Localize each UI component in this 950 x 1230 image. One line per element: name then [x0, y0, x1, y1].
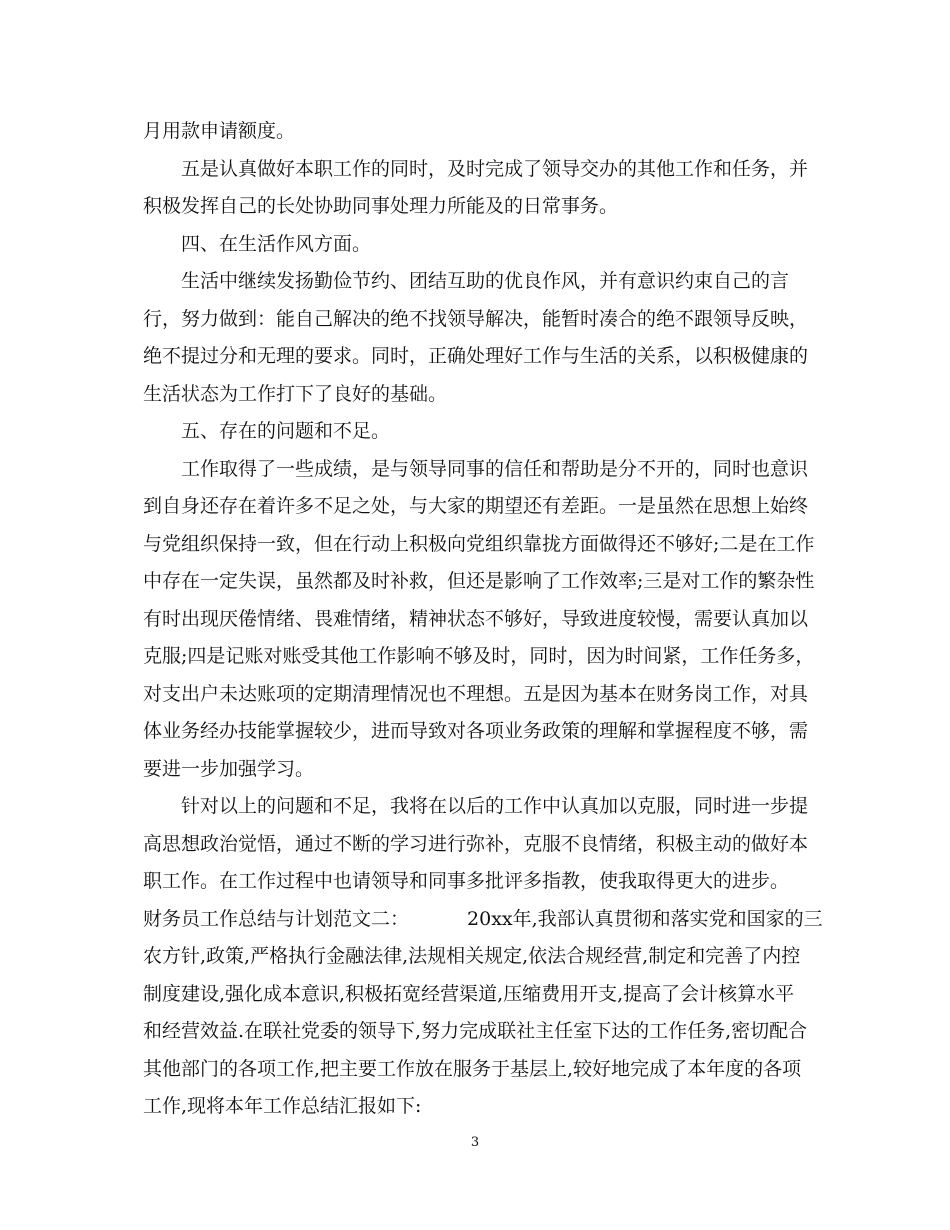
paragraph-line: 制度建设,强化成本意识,积极拓宽经营渠道,压缩费用开支,提高了会计核算水平	[143, 982, 795, 1005]
paragraph-line: 与党组织保持一致，但在行动上积极向党组织靠拢方面做得还不够好;二是在工作	[143, 532, 815, 555]
paragraph-line: 工作取得了一些成绩，是与领导同事的信任和帮助是分不开的，同时也意识	[181, 457, 809, 480]
page-number: 3	[470, 1135, 480, 1150]
paragraph-line: 有时出现厌倦情绪、畏难情绪，精神状态不够好，导致进度较慢，需要认真加以	[143, 607, 809, 630]
paragraph-line: 绝不提过分和无理的要求。同时，正确处理好工作与生活的关系，以积极健康的	[143, 345, 809, 367]
paragraph-line: 行，努力做到：能自己解决的绝不找领导解决，能暂时凑合的绝不跟领导反映，	[143, 307, 809, 330]
paragraph-line: 职工作。在工作过程中也请领导和同事多批评多指教，使我取得更大的进步。	[143, 870, 790, 892]
paragraph-line: 生活状态为工作打下了良好的基础。	[143, 382, 448, 405]
paragraph-line	[143, 901, 823, 939]
paragraph-line: 中存在一定失误，虽然都及时补救，但还是影响了工作效率;三是对工作的繁杂性	[143, 570, 815, 592]
section-heading: 四、在生活作风方面。	[181, 232, 372, 255]
paragraph-line: 工作,现将本年工作总结汇报如下:	[143, 1095, 422, 1117]
paragraph-line: 克服;四是记账对账受其他工作影响不够及时，同时，因为时间紧，工作任务多，	[143, 645, 815, 667]
section-heading: 五、存在的问题和不足。	[181, 420, 391, 442]
paragraph-start: 20xx年,我部认真贯彻和落实党和国家的三	[467, 907, 823, 930]
paragraph-line: 五是认真做好本职工作的同时，及时完成了领导交办的其他工作和任务，并	[181, 157, 809, 180]
paragraph-line: 高思想政治觉悟，通过不断的学习进行弥补，克服不良情绪，积极主动的做好本	[143, 832, 809, 855]
article-title: 财务员工作总结与计划范文二：	[143, 907, 410, 930]
paragraph-line: 针对以上的问题和不足，我将在以后的工作中认真加以克服，同时进一步提	[181, 795, 809, 817]
paragraph-line: 其他部门的各项工作,把主要工作放在服务于基层上,较好地完成了本年度的各项	[143, 1057, 802, 1080]
paragraph-line: 要进一步加强学习。	[143, 757, 315, 780]
paragraph-line: 和经营效益.在联社党委的领导下,努力完成联社主任室下达的工作任务,密切配合	[143, 1020, 808, 1042]
paragraph-line: 对支出户未达账项的定期清理情况也不理想。五是因为基本在财务岗工作，对具	[143, 682, 809, 705]
paragraph-line: 到自身还存在着许多不足之处，与大家的期望还有差距。一是虽然在思想上始终	[143, 495, 809, 517]
paragraph-line: 积极发挥自己的长处协助同事处理力所能及的日常事务。	[143, 195, 619, 217]
paragraph-line: 生活中继续发扬勤俭节约、团结互助的优良作风，并有意识约束自己的言	[181, 270, 790, 292]
paragraph-line: 体业务经办技能掌握较少，进而导致对各项业务政策的理解和掌握程度不够，需	[143, 720, 809, 742]
paragraph-line: 月用款申请额度。	[143, 120, 296, 142]
paragraph-line: 农方针,政策,严格执行金融法律,法规相关规定,依法合规经营,制定和完善了内控	[143, 945, 801, 967]
document-body	[143, 113, 823, 1126]
